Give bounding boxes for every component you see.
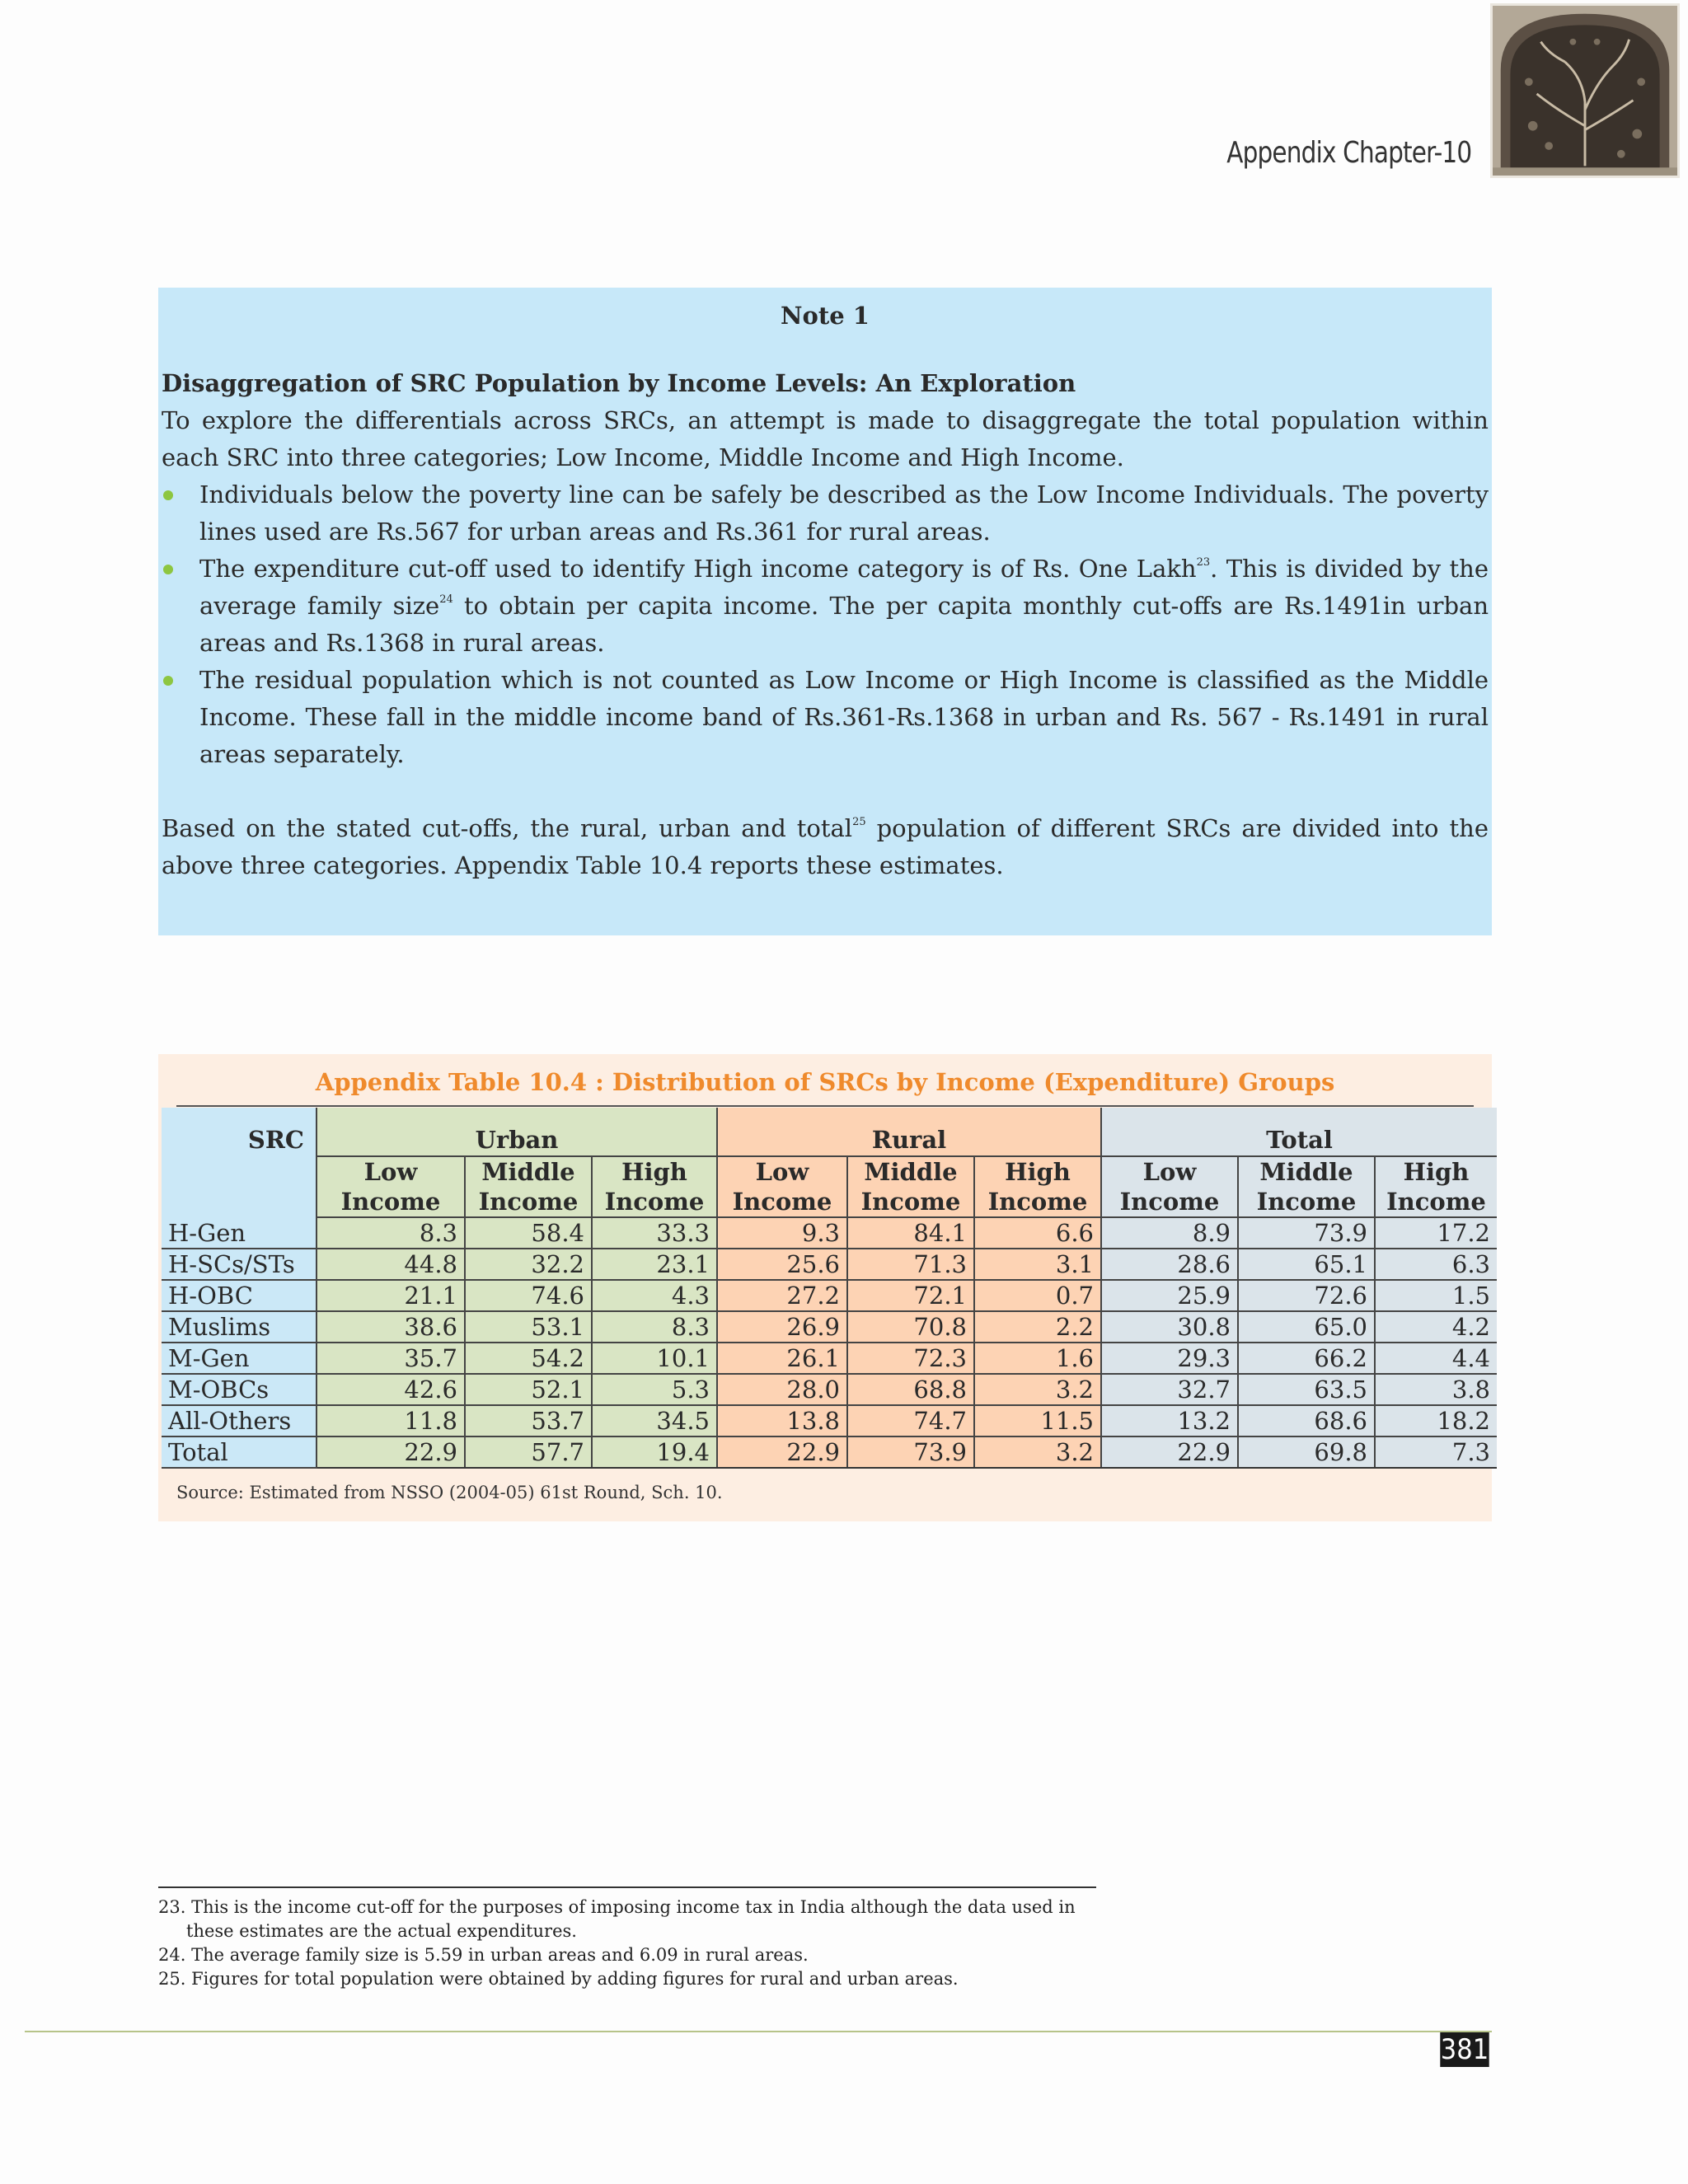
value-cell: 26.1 [717, 1343, 847, 1374]
value-cell: 0.7 [974, 1280, 1101, 1311]
value-cell: 11.8 [316, 1405, 465, 1436]
table-row [162, 1436, 1497, 1468]
value-cell: 13.8 [717, 1405, 847, 1436]
value-cell: 65.0 [1238, 1311, 1375, 1343]
value-cell: 2.2 [974, 1311, 1101, 1343]
value-cell: 35.7 [316, 1343, 465, 1374]
footnote-ref: 24 [439, 593, 453, 606]
footnote-ref: 23 [1196, 556, 1211, 569]
table-row [162, 1217, 1497, 1249]
subheader-income: Income [1238, 1187, 1375, 1217]
value-cell: 22.9 [717, 1436, 847, 1468]
page-rule [25, 2031, 1492, 2032]
footnote-24: 24. The average family size is 5.59 in urban areas and 6.09 in rural areas. [158, 1945, 809, 1965]
value-cell: 18.2 [1375, 1405, 1497, 1436]
bullet-text: to obtain per capita income. The per capita monthly cut-offs are Rs.1491in urban areas and Rs.1368 in rural areas. [199, 592, 1489, 657]
value-cell: 32.2 [465, 1249, 592, 1280]
value-cell: 19.4 [592, 1436, 717, 1468]
value-cell: 66.2 [1238, 1343, 1375, 1374]
bullet-list [162, 476, 1489, 773]
value-cell: 84.1 [847, 1217, 974, 1249]
subheader-middle: Middle [465, 1156, 592, 1187]
table-row [162, 1405, 1497, 1436]
src-cell: M-Gen [162, 1343, 316, 1374]
value-cell: 21.1 [316, 1280, 465, 1311]
value-cell: 42.6 [316, 1374, 465, 1405]
value-cell: 5.3 [592, 1374, 717, 1405]
note-heading: Disaggregation of SRC Population by Income Levels: An Exploration [162, 369, 1076, 397]
table-subheader-row [162, 1187, 1497, 1217]
src-cell: H-SCs/STs [162, 1249, 316, 1280]
title-rule [176, 1105, 1474, 1107]
value-cell: 34.5 [592, 1405, 717, 1436]
page-number: 381 [1440, 2033, 1489, 2066]
footnote-23: 23. This is the income cut-off for the purposes of imposing income tax in India although the data used in these estimates are the actual expenditures. [158, 1897, 1076, 1941]
subheader-income: Income [465, 1187, 592, 1217]
value-cell: 68.6 [1238, 1405, 1375, 1436]
value-cell: 58.4 [465, 1217, 592, 1249]
value-cell: 68.8 [847, 1374, 974, 1405]
list-item [162, 662, 1489, 773]
value-cell: 6.6 [974, 1217, 1101, 1249]
subheader-low: Low [1101, 1156, 1238, 1187]
value-cell: 25.6 [717, 1249, 847, 1280]
value-cell: 29.3 [1101, 1343, 1238, 1374]
group-header-urban: Urban [316, 1108, 717, 1156]
subheader-income: Income [316, 1187, 465, 1217]
value-cell: 3.2 [974, 1374, 1101, 1405]
table-row [162, 1280, 1497, 1311]
value-cell: 53.7 [465, 1405, 592, 1436]
value-cell: 74.6 [465, 1280, 592, 1311]
list-item [162, 476, 1489, 551]
carved-stone-tree-window-image [1490, 3, 1680, 178]
bullet-text: . This is divided by the average family size [199, 555, 1489, 620]
table-subheader-row [162, 1156, 1497, 1187]
subheader-income: Income [717, 1187, 847, 1217]
footnotes [158, 1896, 1106, 1991]
group-header-rural: Rural [717, 1108, 1101, 1156]
value-cell: 71.3 [847, 1249, 974, 1280]
subheader-middle: Middle [1238, 1156, 1375, 1187]
value-cell: 8.3 [592, 1311, 717, 1343]
value-cell: 72.3 [847, 1343, 974, 1374]
table-row [162, 1343, 1497, 1374]
value-cell: 32.7 [1101, 1374, 1238, 1405]
value-cell: 28.6 [1101, 1249, 1238, 1280]
table-body [162, 1217, 1497, 1468]
group-header-total: Total [1101, 1108, 1497, 1156]
value-cell: 3.2 [974, 1436, 1101, 1468]
subheader-income: Income [974, 1187, 1101, 1217]
table-row [162, 1311, 1497, 1343]
value-cell: 3.1 [974, 1249, 1101, 1280]
value-cell: 57.7 [465, 1436, 592, 1468]
value-cell: 17.2 [1375, 1217, 1497, 1249]
bullet-text: The residual population which is not counted as Low Income or High Income is classified as the Middle Income. These fall in the middle income band of Rs.361-Rs.1368 in urban and Rs. 567 - Rs.1491 in rural areas separately. [199, 666, 1489, 768]
value-cell: 25.9 [1101, 1280, 1238, 1311]
value-cell: 70.8 [847, 1311, 974, 1343]
value-cell: 22.9 [316, 1436, 465, 1468]
table-header-row [162, 1108, 1497, 1156]
value-cell: 63.5 [1238, 1374, 1375, 1405]
value-cell: 9.3 [717, 1217, 847, 1249]
subheader-high: High [974, 1156, 1101, 1187]
green-bullet-icon [163, 490, 173, 500]
value-cell: 4.2 [1375, 1311, 1497, 1343]
closing-text: Based on the stated cut-offs, the rural, urban and total [162, 814, 853, 842]
value-cell: 52.1 [465, 1374, 592, 1405]
value-cell: 28.0 [717, 1374, 847, 1405]
value-cell: 72.6 [1238, 1280, 1375, 1311]
value-cell: 54.2 [465, 1343, 592, 1374]
subheader-high: High [592, 1156, 717, 1187]
subheader-income: Income [847, 1187, 974, 1217]
note-title: Note 1 [781, 302, 870, 330]
value-cell: 26.9 [717, 1311, 847, 1343]
note-intro: To explore the differentials across SRCs, an attempt is made to disaggregate the total population within each SRC into three categories; Low Income, Middle Income and High Income. [162, 406, 1489, 471]
subheader-high: High [1375, 1156, 1497, 1187]
table-source: Source: Estimated from NSSO (2004-05) 61st Round, Sch. 10. [176, 1483, 723, 1502]
table-row [162, 1249, 1497, 1280]
src-cell: All-Others [162, 1405, 316, 1436]
bullet-text: Individuals below the poverty line can be safely be described as the Low Income Individuals. The poverty lines used are Rs.567 for urban areas and Rs.361 for rural areas. [199, 480, 1489, 546]
value-cell: 72.1 [847, 1280, 974, 1311]
value-cell: 73.9 [1238, 1217, 1375, 1249]
value-cell: 38.6 [316, 1311, 465, 1343]
value-cell: 22.9 [1101, 1436, 1238, 1468]
value-cell: 73.9 [847, 1436, 974, 1468]
value-cell: 4.4 [1375, 1343, 1497, 1374]
value-cell: 27.2 [717, 1280, 847, 1311]
list-item [162, 551, 1489, 662]
value-cell: 23.1 [592, 1249, 717, 1280]
chapter-label: Appendix Chapter-10 [1226, 136, 1471, 170]
subheader-income: Income [1101, 1187, 1238, 1217]
value-cell: 8.3 [316, 1217, 465, 1249]
table-row [162, 1374, 1497, 1405]
value-cell: 13.2 [1101, 1405, 1238, 1436]
src-cell: H-Gen [162, 1217, 316, 1249]
value-cell: 30.8 [1101, 1311, 1238, 1343]
closing-text: population of different SRCs are divided into the above three categories. Appendix Table 10.4 reports these estimates. [162, 814, 1489, 879]
footnote-rule [158, 1886, 1096, 1888]
subheader-low: Low [316, 1156, 465, 1187]
src-cell: Total [162, 1436, 316, 1468]
src-cell: M-OBCs [162, 1374, 316, 1405]
green-bullet-icon [163, 676, 173, 686]
income-distribution-table [162, 1108, 1497, 1469]
value-cell: 10.1 [592, 1343, 717, 1374]
value-cell: 65.1 [1238, 1249, 1375, 1280]
subheader-income: Income [592, 1187, 717, 1217]
value-cell: 74.7 [847, 1405, 974, 1436]
subheader-low: Low [717, 1156, 847, 1187]
green-bullet-icon [163, 565, 173, 574]
value-cell: 33.3 [592, 1217, 717, 1249]
value-cell: 53.1 [465, 1311, 592, 1343]
src-header: SRC [162, 1108, 316, 1217]
src-cell: Muslims [162, 1311, 316, 1343]
value-cell: 69.8 [1238, 1436, 1375, 1468]
note-box [158, 288, 1492, 935]
value-cell: 1.6 [974, 1343, 1101, 1374]
note-closing [162, 810, 1489, 884]
subheader-middle: Middle [847, 1156, 974, 1187]
bullet-text: The expenditure cut-off used to identify High income category is of Rs. One Lakh [199, 555, 1197, 583]
value-cell: 11.5 [974, 1405, 1101, 1436]
value-cell: 1.5 [1375, 1280, 1497, 1311]
value-cell: 7.3 [1375, 1436, 1497, 1468]
footnote-25: 25. Figures for total population were obtained by adding figures for rural and urban areas. [158, 1969, 959, 1989]
value-cell: 8.9 [1101, 1217, 1238, 1249]
value-cell: 3.8 [1375, 1374, 1497, 1405]
src-cell: H-OBC [162, 1280, 316, 1311]
value-cell: 44.8 [316, 1249, 465, 1280]
value-cell: 4.3 [592, 1280, 717, 1311]
value-cell: 6.3 [1375, 1249, 1497, 1280]
subheader-income: Income [1375, 1187, 1497, 1217]
table-title: Appendix Table 10.4 : Distribution of SRCs by Income (Expenditure) Groups [315, 1068, 1335, 1096]
footnote-ref: 25 [852, 816, 866, 828]
